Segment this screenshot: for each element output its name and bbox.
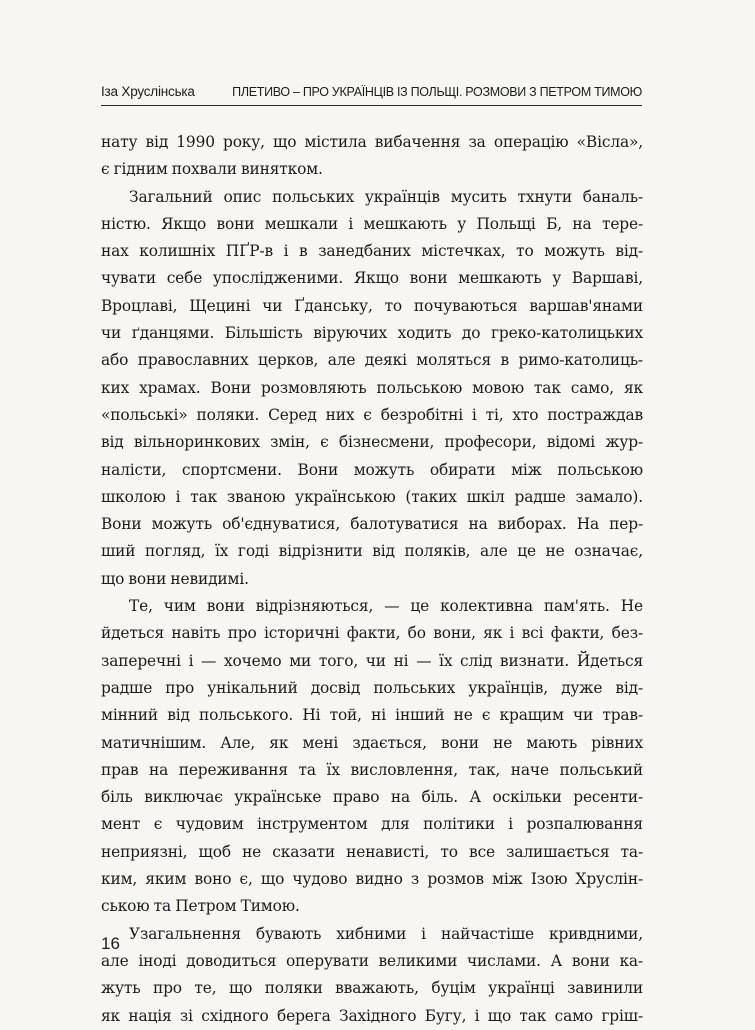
header-author: Іза Хруслінська xyxy=(101,84,195,99)
text-line: як нація зі східного берега Західного Бугу, і що так само гріш- xyxy=(101,1006,643,1025)
text-line: ший погляд, їх годі відрізнити від поляків, але це не означає, xyxy=(101,542,643,561)
text-line: мінний від польського. Ні той, ні інший не є кращим чи трав- xyxy=(101,706,643,725)
text-line: або православних церков, але деякі моляться в римо-католиць- xyxy=(101,351,643,370)
text-line: нах колишніх ПҐР-в і в занедбаних містечках, то можуть від- xyxy=(101,242,643,261)
text-line: Загальний опис польських українців мусить тхнути баналь- xyxy=(129,187,643,206)
text-line: чи ґданцями. Більшість віруючих ходить до греко-католицьких xyxy=(101,324,643,343)
text-line: «польські» поляки. Серед них є безробітні і ті, хто постраждав xyxy=(101,405,643,424)
page-number: 16 xyxy=(101,934,120,953)
text-line: нату від 1990 року, що містила вибачення за операцію «Вісла», xyxy=(101,133,643,151)
text-line: матичнішим. Але, як мені здається, вони не мають рівних xyxy=(101,733,643,752)
text-line: що вони невидимі. xyxy=(101,569,249,588)
text-line: ких храмах. Вони розмовляють польською мовою так само, як xyxy=(101,378,643,397)
text-line: чувати себе упослідженими. Якщо вони мешкають у Варшаві, xyxy=(101,269,643,288)
text-line: радше про унікальний досвід польських українців, дуже від- xyxy=(101,678,643,697)
text-line: біль виключає українське право на біль. А оскільки ресенти- xyxy=(101,788,643,807)
text-line: налісти, спортсмени. Вони можуть обирати між польською xyxy=(101,460,643,479)
text-line: мент є чудовим інструментом для політики і розпалювання xyxy=(101,815,643,834)
text-line: Вроцлаві, Щецині чи Ґданську, то почуваються варшав'янами xyxy=(101,296,643,315)
text-line: жуть про те, що поляки вважають, буцім українці завинили xyxy=(101,979,643,998)
text-line: школою і так званою українською (таких шкіл радше замало). xyxy=(101,487,643,506)
body-text xyxy=(101,129,643,1030)
text-line: заперечні і — хочемо ми того, чи ні — їх слід визнати. Йдеться xyxy=(101,651,643,670)
text-line: Узагальнення бувають хибними і найчастіше кривдними, xyxy=(129,924,643,943)
text-line: йдеться навіть про історичні факти, бо вони, як і всі факти, без- xyxy=(101,624,643,643)
text-line: неприязні, щоб не сказати ненависті, то все залишається та- xyxy=(101,842,643,861)
header-book-title: ПЛЕТИВО – ПРО УКРАЇНЦІВ ІЗ ПОЛЬЩІ. РОЗМОВИ З ПЕТРОМ ТИМОЮ xyxy=(232,85,642,99)
text-line: є гідним похвали винятком. xyxy=(101,160,323,179)
text-line: Те, чим вони відрізняються, — це колективна пам'ять. Не xyxy=(129,597,643,616)
text-line: але іноді доводиться оперувати великими числами. А вони ка- xyxy=(101,951,643,970)
running-header xyxy=(101,83,642,106)
text-line: прав на переживання та їх висловлення, так, наче польський xyxy=(101,760,643,779)
text-line: ською та Петром Тимою. xyxy=(101,897,300,916)
text-line: ністю. Якщо вони мешкали і мешкають у Польщі Б, на терe- xyxy=(101,214,643,233)
text-line: від вільноринкових змін, є бізнесмени, професори, відомі жур- xyxy=(101,433,643,452)
text-line: ким, яким воно є, що чудово видно з розмов між Ізою Хруслін- xyxy=(101,870,643,889)
text-line: Вони можуть об'єднуватися, балотуватися на виборах. На пер- xyxy=(101,515,643,534)
